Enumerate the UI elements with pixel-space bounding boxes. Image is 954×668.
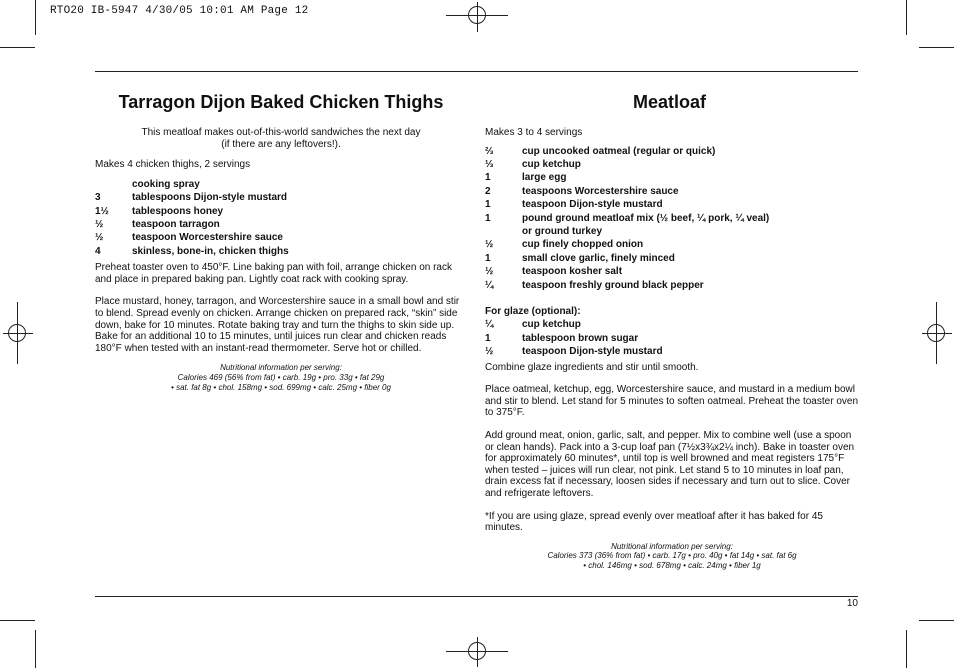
ingredient-row <box>485 238 859 251</box>
recipe-title: Tarragon Dijon Baked Chicken Thighs <box>118 92 444 112</box>
ingredient-row <box>485 145 859 158</box>
ingredient-row <box>485 332 859 345</box>
ingredient-text: tablespoons honey <box>132 205 224 217</box>
crop-mark <box>906 630 907 668</box>
ingredient-amount: ¼ <box>485 279 494 291</box>
crop-mark <box>906 0 907 35</box>
ingredient-text: large egg <box>522 172 567 184</box>
ingredient-text: teaspoon Dijon-style mustard <box>522 199 663 211</box>
instruction-paragraph: *If you are using glaze, spread evenly over meatloaf after it has baked for 45 minutes. <box>485 510 823 534</box>
ingredient-row <box>95 178 467 191</box>
ingredient-row <box>485 318 859 331</box>
ingredient-row <box>485 279 859 292</box>
nutrition-info <box>95 363 467 392</box>
crop-mark <box>0 47 35 48</box>
instruction-paragraph: Place oatmeal, ketchup, egg, Worcestershire sauce, and mustard in a medium bowl and stir to blend. Let stand for 5 minutes to soften oatmeal. Preheat the toaster oven to 375°F. <box>485 384 859 419</box>
ingredient-row <box>485 185 859 198</box>
ingredient-row <box>485 198 859 211</box>
ingredient-amount: ½ <box>485 346 494 358</box>
ingredient-amount: ⅓ <box>485 159 494 170</box>
ingredient-text: small clove garlic, finely minced <box>522 252 675 264</box>
intro-line: (if there are any leftovers!). <box>221 138 341 150</box>
ingredient-text: teaspoons Worcestershire sauce <box>522 185 679 197</box>
ingredient-text: pound ground meatloaf mix (½ beef, ¼ pork, ¼ veal) <box>522 212 770 224</box>
ingredient-amount: 1½ <box>95 205 109 217</box>
nutrition-line: Calories 373 (36% from fat) • carb. 17g • pro. 40g • fat 14g • sat. fat 6g <box>547 551 797 561</box>
crop-mark <box>35 0 36 35</box>
instruction-paragraph: Add ground meat, onion, garlic, salt, and pepper. Mix to combine well (use a spoon or clean hands). Pack into a 3-cup loaf pan (7½x3¾x2¼ inch). Bake in toaster oven for approximately 60 minutes*, until top is well browned and meat registers 175°F when tested – juices will run clear, not pink. Let stand 5 to 10 minutes in loaf pan, drain excess fat if necessary, loosen sides if necessary and turn out to slice. Cover and refrigerate leftovers. <box>485 430 855 500</box>
ingredient-amount: ½ <box>485 266 494 278</box>
ingredient-amount <box>95 178 132 191</box>
ingredient-row <box>485 158 859 171</box>
page-number: 10 <box>846 598 858 609</box>
ingredient-text: skinless, bone-in, chicken thighs <box>132 245 289 257</box>
ingredient-amount: 3 <box>95 192 101 204</box>
ingredient-amount: 4 <box>95 245 101 257</box>
servings: Makes 3 to 4 servings <box>485 127 583 138</box>
intro-line: This meatloaf makes out-of-this-world sandwiches the next day <box>141 127 421 138</box>
bottom-rule <box>95 596 858 597</box>
ingredient-amount: 1 <box>485 332 491 344</box>
ingredient-text: tablespoon brown sugar <box>522 332 639 344</box>
ingredient-text: tablespoons Dijon-style mustard <box>132 192 288 204</box>
ingredient-text: teaspoon Worcestershire sauce <box>132 232 283 244</box>
ingredient-text: teaspoon freshly ground black pepper <box>522 279 704 291</box>
nutrition-line: Nutritional information per serving: <box>220 363 342 373</box>
ingredient-row <box>95 191 467 204</box>
recipe-title: Meatloaf <box>633 92 707 112</box>
ingredient-list <box>95 178 467 258</box>
ingredient-amount: 1 <box>485 252 491 264</box>
ingredient-amount: 1 <box>485 212 491 224</box>
ingredient-amount: 2 <box>485 185 491 197</box>
ingredient-amount: 1 <box>485 199 491 211</box>
instruction-paragraph: Preheat toaster oven to 450°F. Line baking pan with foil, arrange chicken on rack and place in prepared baking pan. Lightly coat rack with cooking spray. <box>95 262 452 285</box>
ingredient-row <box>485 212 859 225</box>
ingredient-amount: 1 <box>485 172 491 184</box>
ingredient-row <box>485 265 859 278</box>
nutrition-line: • chol. 146mg • sod. 678mg • calc. 24mg • fiber 1g <box>583 561 761 570</box>
ingredient-text: cup ketchup <box>522 159 581 170</box>
crop-mark <box>919 620 954 621</box>
ingredient-amount: ½ <box>95 232 104 244</box>
ingredient-text: cup uncooked oatmeal (regular or quick) <box>522 145 716 157</box>
crop-mark <box>35 630 36 668</box>
ingredient-row <box>95 218 467 231</box>
recipe-intro <box>95 127 467 150</box>
print-slug: RTO20 IB-5947 4/30/05 10:01 AM Page 12 <box>50 5 309 17</box>
ingredient-amount: ½ <box>95 219 104 230</box>
nutrition-line: Calories 469 (56% from fat) • carb. 19g • pro. 33g • fat 29g <box>177 372 385 382</box>
ingredient-amount <box>485 225 522 238</box>
ingredient-row <box>95 205 467 218</box>
ingredient-amount: ¼ <box>485 319 494 331</box>
glaze-heading: For glaze (optional): <box>485 306 581 318</box>
ingredient-row <box>95 245 467 258</box>
recipe-chicken <box>95 92 467 392</box>
glaze-list <box>485 318 859 358</box>
ingredient-amount: ½ <box>485 239 494 251</box>
instruction-paragraph: Place mustard, honey, tarragon, and Worcestershire sauce in a small bowl and stir to blend. Spread evenly on chicken. Arrange chicken on prepared rack, “skin” side down, bake for 10 minutes. Rotate baking tray and turn the thighs to skin side up. Bake for an additional 10 to 15 minutes, until juices run clear and chicken reads 180°F when tested with an instant-read thermometer. Serve hot or chilled. <box>95 296 460 354</box>
recipe-meatloaf <box>485 92 859 571</box>
crop-mark <box>919 47 954 48</box>
ingredient-text: cup finely chopped onion <box>522 239 644 251</box>
ingredient-row <box>485 171 859 184</box>
ingredient-text: or ground turkey <box>522 226 603 238</box>
ingredient-row <box>485 225 859 238</box>
ingredient-text: cup ketchup <box>522 319 581 331</box>
ingredient-text: cooking spray <box>132 178 200 190</box>
nutrition-line: Nutritional information per serving: <box>611 541 733 551</box>
ingredient-amount: ⅔ <box>485 145 494 157</box>
nutrition-info <box>485 542 859 571</box>
servings: Makes 4 chicken thighs, 2 servings <box>95 159 251 171</box>
ingredient-text: teaspoon tarragon <box>132 219 220 230</box>
nutrition-line: • sat. fat 8g • chol. 158mg • sod. 699mg • calc. 25mg • fiber 0g <box>171 382 391 392</box>
ingredient-row <box>485 345 859 358</box>
crop-mark <box>0 620 35 621</box>
ingredient-text: teaspoon kosher salt <box>522 266 623 278</box>
instruction-paragraph: Combine glaze ingredients and stir until smooth. <box>485 361 699 373</box>
ingredient-row <box>485 252 859 265</box>
ingredient-row <box>95 231 467 244</box>
ingredient-list <box>485 145 859 292</box>
top-rule <box>95 71 858 72</box>
ingredient-text: teaspoon Dijon-style mustard <box>522 346 663 358</box>
